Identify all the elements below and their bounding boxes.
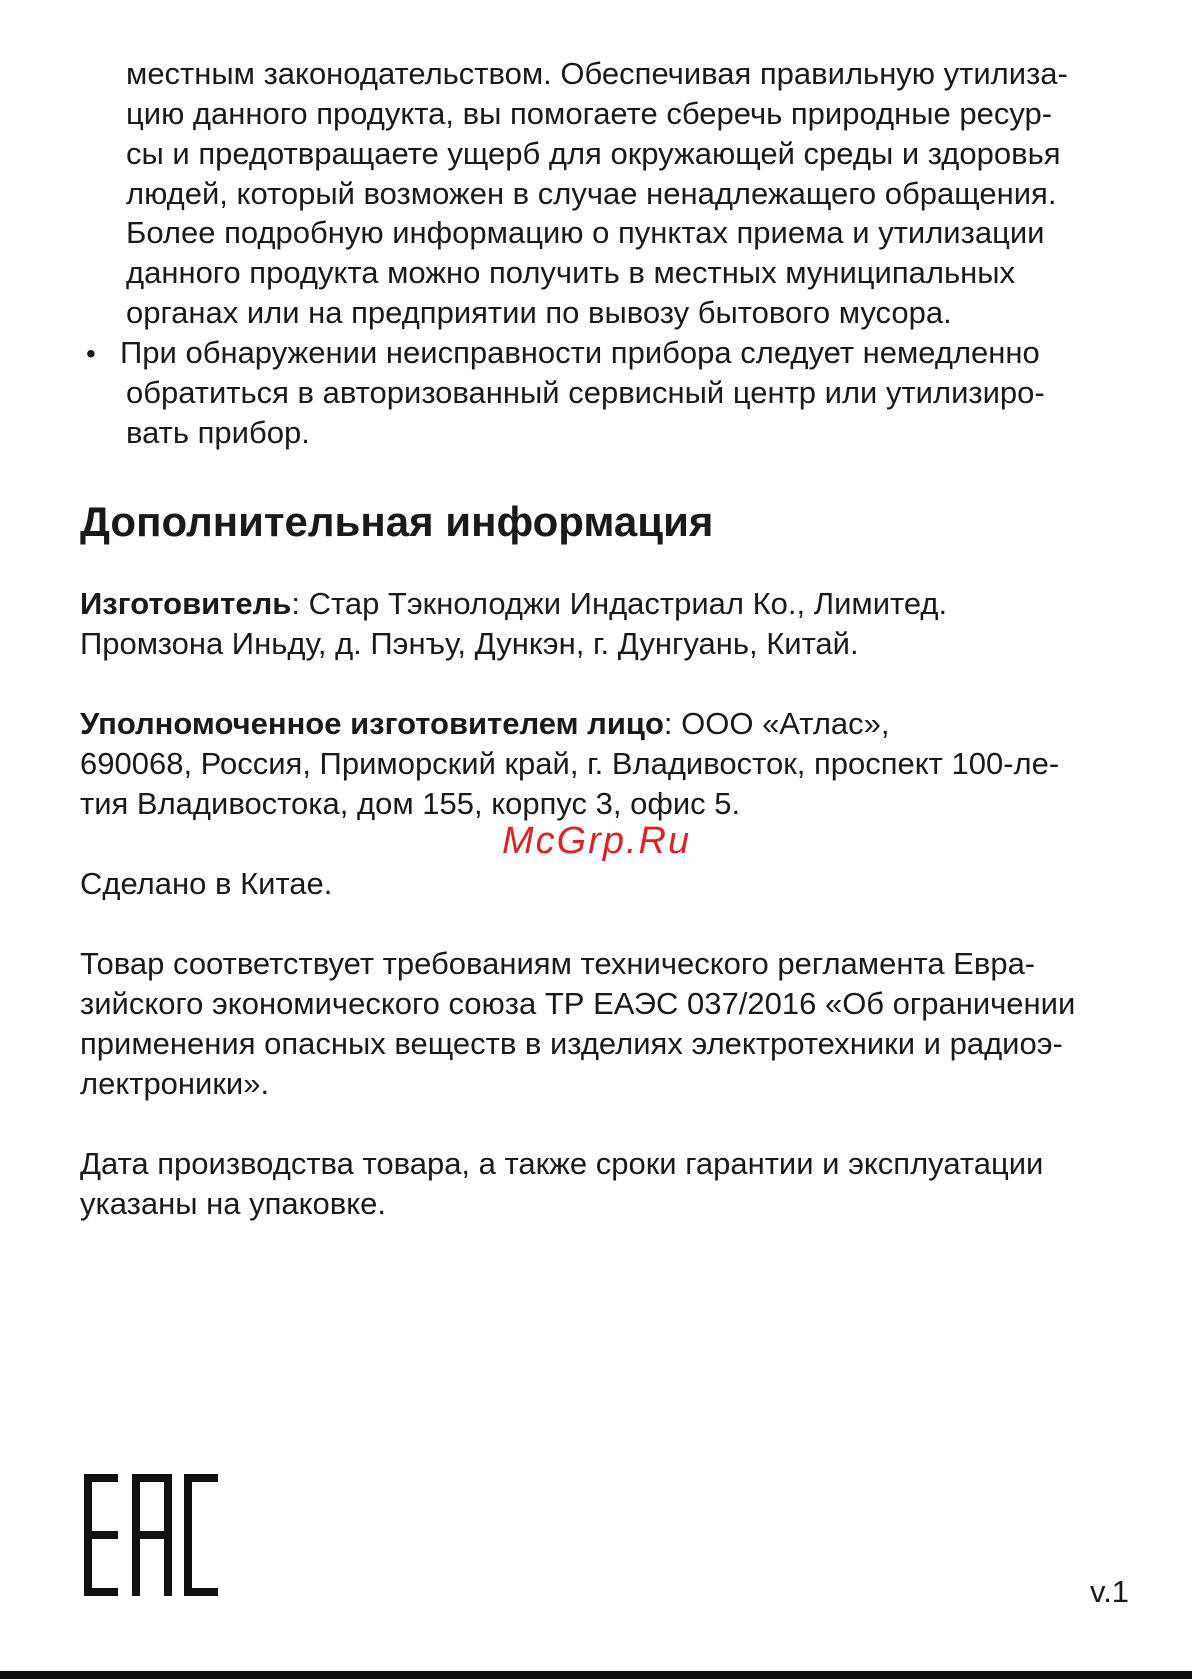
manufacturer-line-1 [80, 584, 947, 624]
compliance-line-3: применения опасных веществ в изделиях электротехники и радиоэ- [80, 1026, 1063, 1061]
intro-line-2: цию данного продукта, вы помогаете сберечь природные ресур- [126, 96, 1053, 131]
authorized-line-2: 690068, Россия, Приморский край, г. Владивосток, проспект 100-ле- [80, 746, 1060, 781]
compliance-line-4: лектроники». [80, 1066, 270, 1101]
compliance-line-2: зийского экономического союза ТР ЕАЭС 037/2016 «Об ограничении [80, 986, 1076, 1021]
compliance-line-1: Товар соответствует требованиям технического регламента Евра- [80, 946, 1036, 981]
date-line-1: Дата производства товара, а также сроки гарантии и эксплуатации [80, 1146, 1044, 1181]
authorized-label: Уполномоченное изготовителем лицо [80, 706, 664, 741]
authorized-line-3: тия Владивостока, дом 155, корпус 3, офис 5. [80, 786, 741, 821]
bullet-line-1: При обнаружении неисправности прибора следует немедленно [120, 335, 1040, 370]
authorized-value: : ООО «Атлас», [663, 706, 890, 741]
version-label: v.1 [1090, 1574, 1130, 1609]
authorized-line-1 [80, 704, 890, 744]
eac-mark-icon [84, 1474, 218, 1596]
date-line-2: указаны на упаковке. [80, 1186, 386, 1221]
manufacturer-value: : Стар Тэкнолоджи Индастриал Ко., Лимитед. [291, 586, 948, 621]
watermark-text: McGrp.Ru [502, 820, 692, 862]
manufacturer-line-2: Промзона Иньду, д. Пэнъу, Дункэн, г. Дунгуань, Китай. [80, 626, 859, 661]
intro-line-1: местным законодательством. Обеспечивая правильную утилиза- [126, 56, 1068, 91]
bullet-line-2: обратиться в авторизованный сервисный центр или утилизиро- [126, 375, 1045, 410]
section-heading: Дополнительная информация [80, 498, 714, 545]
intro-line-3: сы и предотвращаете ущерб для окружающей среды и здоровья [126, 136, 1061, 171]
made-in-text: Сделано в Китае. [80, 866, 333, 901]
manufacturer-label: Изготовитель [80, 586, 292, 621]
bullet-symbol: • [86, 338, 96, 369]
intro-line-7: органах или на предприятии по вывозу бытового мусора. [126, 295, 952, 330]
bullet-line-3: вать прибор. [126, 415, 310, 450]
bullet-item [86, 333, 1040, 374]
intro-line-5: Более подробную информацию о пунктах приема и утилизации [126, 215, 1045, 250]
bottom-border [0, 1671, 1192, 1679]
intro-line-4: людей, который возможен в случае ненадлежащего обращения. [126, 176, 1057, 211]
intro-line-6: данного продукта можно получить в местных муниципальных [126, 255, 1016, 290]
